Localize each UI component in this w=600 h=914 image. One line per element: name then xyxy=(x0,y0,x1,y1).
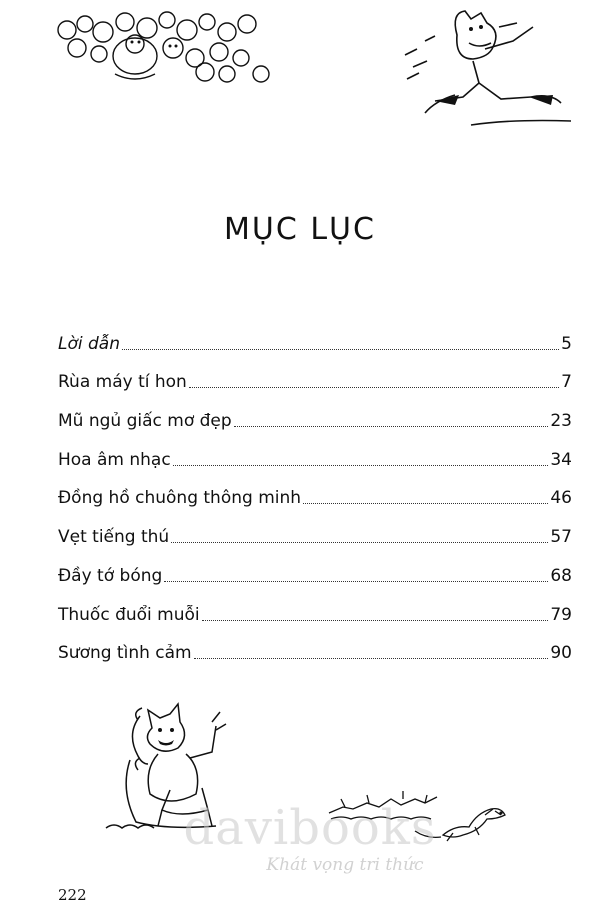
toc-leader-dots xyxy=(122,348,559,350)
toc-entry-title: Đồng hồ chuông thông minh xyxy=(58,488,302,509)
toc-entry[interactable] xyxy=(58,547,572,586)
table-of-contents xyxy=(58,315,572,663)
toc-entry-page: 34 xyxy=(550,449,572,470)
toc-leader-dots xyxy=(171,541,548,543)
toc-entry-page: 5 xyxy=(561,333,572,354)
birds-and-lizard-icon xyxy=(325,785,525,845)
toc-entry[interactable] xyxy=(58,431,572,470)
toc-entry-page: 57 xyxy=(550,527,572,548)
toc-entry[interactable] xyxy=(58,508,572,547)
toc-leader-dots xyxy=(194,657,549,659)
toc-leader-dots xyxy=(303,502,548,504)
toc-entry-title: Rùa máy tí hon xyxy=(58,372,187,393)
toc-entry-title: Thuốc đuổi muỗi xyxy=(58,604,200,625)
toc-entry-title: Lời dẫn xyxy=(58,333,120,354)
toc-entry[interactable] xyxy=(58,354,572,393)
page-number: 222 xyxy=(58,886,87,904)
toc-entry-title: Vẹt tiếng thú xyxy=(58,527,170,548)
toc-entry-title: Đầy tớ bóng xyxy=(58,565,163,586)
page-title: MỤC LỤC xyxy=(224,212,376,248)
toc-entry-page: 7 xyxy=(561,372,572,393)
toc-entry[interactable] xyxy=(58,315,572,354)
toc-entry-page: 23 xyxy=(550,411,572,432)
running-cat-icon xyxy=(395,5,585,145)
toc-entry-title: Mũ ngủ giấc mơ đẹp xyxy=(58,411,232,432)
toc-entry-title: Sương tình cảm xyxy=(58,643,192,664)
toc-entry-page: 46 xyxy=(550,488,572,509)
toc-leader-dots xyxy=(173,464,549,466)
toc-leader-dots xyxy=(234,425,549,427)
watermark-tagline: Khát vọng tri thức xyxy=(266,855,424,875)
toc-entry-page: 68 xyxy=(550,565,572,586)
crowd-of-animals-icon xyxy=(55,8,275,88)
toc-leader-dots xyxy=(202,619,549,621)
cat-on-telephone-icon xyxy=(100,700,250,840)
toc-entry[interactable] xyxy=(58,392,572,431)
toc-entry-title: Hoa âm nhạc xyxy=(58,449,171,470)
toc-entry[interactable] xyxy=(58,586,572,625)
watermark-logo: davibooks xyxy=(183,800,437,856)
toc-leader-dots xyxy=(164,580,548,582)
toc-entry[interactable] xyxy=(58,470,572,509)
toc-leader-dots xyxy=(189,386,559,388)
toc-entry-page: 79 xyxy=(550,604,572,625)
toc-entry-page: 90 xyxy=(550,643,572,664)
toc-entry[interactable] xyxy=(58,625,572,664)
